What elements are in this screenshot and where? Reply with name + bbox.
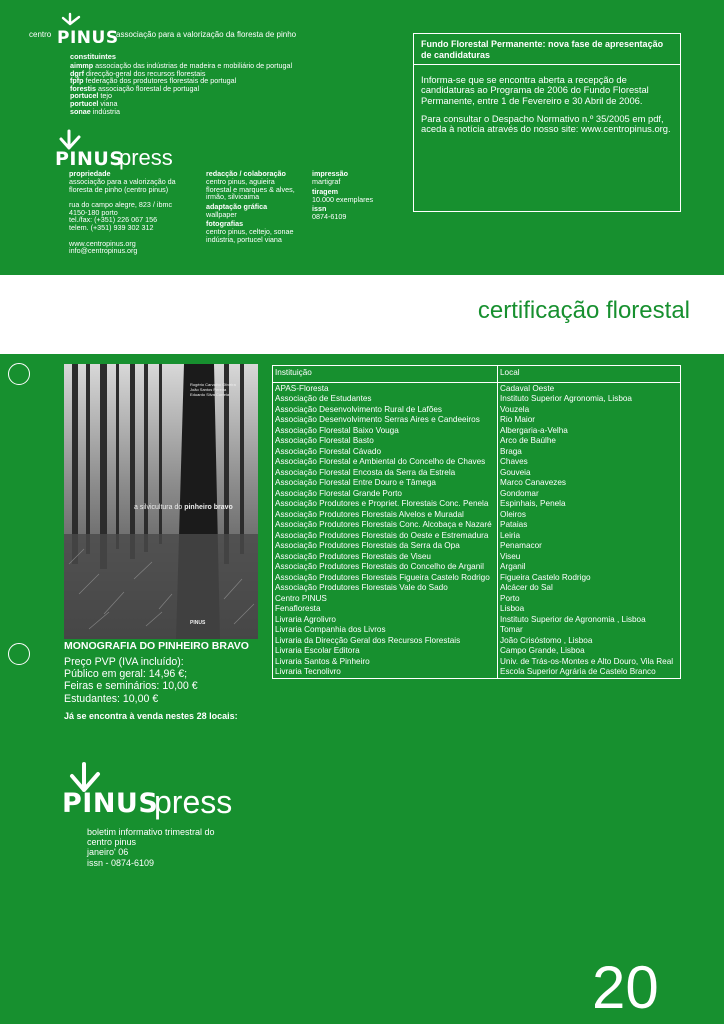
table-row bbox=[273, 394, 681, 405]
constituintes-title: constituintes bbox=[70, 52, 116, 61]
instituicao-cell: APAS-Floresta bbox=[273, 382, 498, 394]
constituinte-desc: federação dos produtores florestais de portugal bbox=[85, 76, 237, 86]
punch-hole-icon bbox=[8, 363, 30, 385]
issn-text: 0874-6109 bbox=[312, 212, 347, 222]
fundo-florestal-box bbox=[413, 33, 681, 212]
local-cell: Porto bbox=[500, 593, 520, 603]
table-row bbox=[273, 510, 681, 521]
page-number: 20 bbox=[592, 954, 659, 1021]
local-cell: Cadaval Oeste bbox=[500, 383, 555, 393]
constituinte-item bbox=[70, 108, 330, 116]
local-cell: Pataias bbox=[500, 520, 528, 529]
book-cover-title bbox=[134, 504, 233, 511]
instituicao-cell: Associação Florestal Grande Porto bbox=[273, 489, 498, 500]
venda-note: Já se encontra à venda nestes 28 locais: bbox=[64, 711, 238, 721]
address-line-4: telem. (+351) 939 302 312 bbox=[69, 222, 154, 232]
forest-photo bbox=[64, 364, 258, 639]
table-row bbox=[273, 657, 681, 668]
constituinte-desc: associação das indústrias de madeira e mobiliário de portugal bbox=[95, 61, 293, 70]
local-cell: Gondomar bbox=[500, 488, 539, 498]
monografia-title: MONOGRAFIA DO PINHEIRO BRAVO bbox=[64, 640, 249, 652]
colophon-impressao bbox=[312, 170, 402, 221]
local-cell: Tomar bbox=[500, 625, 523, 634]
price-line-2: Público em geral: 14,96 €; bbox=[64, 668, 188, 681]
constituinte-abbr: portucel bbox=[70, 91, 99, 101]
book-cover-title-b: pinheiro bravo bbox=[184, 504, 233, 511]
instituicao-cell: Associação Florestal Cávado bbox=[273, 447, 498, 458]
footer-line-2: centro pinus bbox=[87, 837, 137, 848]
table-row bbox=[273, 583, 681, 594]
local-cell: Rio Maior bbox=[500, 415, 536, 424]
instituicao-cell: Livraria da Direcção Geral dos Recursos Florestais bbox=[273, 636, 498, 647]
fundo-paragraph-2: Para consultar o Despacho Normativo n.º 35/2005 em pdf, aceda à notícia através do nosso site: www.centropinus.org. bbox=[421, 113, 671, 135]
table-row bbox=[273, 541, 681, 552]
constituinte-abbr: aimmp bbox=[70, 61, 94, 70]
local-cell: Penamacor bbox=[500, 541, 542, 550]
local-cell: Escola Superior Agrária de Castelo Branco bbox=[500, 667, 656, 676]
table-header-row bbox=[273, 366, 681, 383]
instituicao-cell: Associação Produtores Florestais da Serra da Opa bbox=[273, 541, 498, 552]
table-row bbox=[273, 415, 681, 426]
instituicao-cell: Associação Florestal Entre Douro e Tâmega bbox=[273, 478, 498, 489]
header-subtitle: associação para a valorização da floresta de pinho bbox=[116, 30, 297, 39]
local-cell: Alcácer do Sal bbox=[500, 583, 553, 592]
fotografias-heading: fotografias bbox=[206, 219, 244, 229]
constituinte-desc: indústria bbox=[92, 106, 120, 116]
table-row bbox=[273, 615, 681, 626]
local-cell: Braga bbox=[500, 446, 522, 456]
instituicao-cell: Associação Produtores e Propriet. Florestais Conc. Penela bbox=[273, 499, 498, 510]
constituintes-block bbox=[70, 52, 330, 115]
table-row bbox=[273, 636, 681, 647]
table-row bbox=[273, 562, 681, 573]
instituicao-cell: Associação Produtores Florestais do Oeste e Estremadura bbox=[273, 531, 498, 542]
instituicao-cell: Associação Produtores Florestais de Viseu bbox=[273, 552, 498, 563]
fundo-paragraph-1: Informa-se que se encontra aberta a recepção de candidaturas ao Programa de 2006 do Fundo Florestal Permanente, entre 1 de Fevereiro e 30 Abril de 2006. bbox=[421, 74, 649, 106]
constituinte-abbr: sonae bbox=[70, 106, 91, 116]
colophon-redaccao bbox=[206, 170, 300, 244]
instituicao-cell: Livraria Agrolivro bbox=[273, 615, 498, 626]
address-line-1: rua do campo alegre, 823 / ibmc bbox=[69, 200, 173, 210]
table-row bbox=[273, 552, 681, 563]
instituicao-cell: Associação Florestal Basto bbox=[273, 436, 498, 447]
instituicao-cell: Associação Florestal Encosta da Serra da Estrela bbox=[273, 468, 498, 479]
footer-line-4: issn - 0874-6109 bbox=[87, 857, 155, 868]
header-instituicao: Instituição bbox=[273, 366, 498, 383]
instituicao-cell: Livraria Companhia dos Livros bbox=[273, 625, 498, 636]
instituicao-cell: Associação Produtores Florestais do Concelho de Arganil bbox=[273, 562, 498, 573]
colophon-propriedade bbox=[69, 170, 187, 255]
redaccao-text: centro pinus, aguieira florestal e marques & alves, irmão, silvicaima bbox=[206, 177, 295, 202]
book-cover-title-a: a silvicultura do bbox=[134, 504, 183, 511]
local-cell: Lisboa bbox=[500, 604, 525, 613]
section-title: certificação florestal bbox=[477, 297, 690, 324]
instituicao-cell: Associação Produtores Florestais Figueira Castelo Rodrigo bbox=[273, 573, 498, 584]
constituinte-desc: tejo bbox=[100, 91, 112, 101]
instituicao-cell: Associação Florestal Baixo Vouga bbox=[273, 426, 498, 437]
instituicao-cell: Livraria Escolar Editora bbox=[273, 646, 498, 657]
table-row bbox=[273, 447, 681, 458]
local-cell: Campo Grande, Lisboa bbox=[500, 646, 585, 655]
fundo-divider bbox=[414, 64, 680, 65]
logo-pinus-word: PINUS bbox=[62, 788, 159, 819]
local-cell: Albergaria-a-Velha bbox=[500, 425, 568, 435]
local-cell: Espinhais, Penela bbox=[500, 499, 566, 508]
logo-press-word: press bbox=[119, 145, 173, 170]
instituicao-cell: Associação Desenvolvimento Serras Aires e Candeeiros bbox=[273, 415, 498, 426]
table-row bbox=[273, 468, 681, 479]
footer-info bbox=[87, 827, 215, 868]
header-centro: centro bbox=[29, 30, 52, 39]
local-cell: Oleiros bbox=[500, 509, 526, 519]
email-link[interactable]: info@centropinus.org bbox=[69, 246, 138, 256]
website-link[interactable]: www.centropinus.org bbox=[69, 238, 136, 248]
table-row bbox=[273, 594, 681, 605]
redaccao-heading: redacção / colaboração bbox=[206, 169, 286, 178]
constituinte-abbr: forestis bbox=[70, 83, 96, 93]
local-cell: Viseu bbox=[500, 551, 521, 561]
local-cell: Vouzela bbox=[500, 404, 530, 414]
logo-pinus-word: PINUS bbox=[55, 148, 124, 170]
footer-line-3: janeiro' 06 bbox=[87, 847, 129, 858]
table-row bbox=[273, 478, 681, 489]
constituinte-desc: viana bbox=[100, 98, 118, 108]
footer-line-1: boletim informativo trimestral do bbox=[87, 827, 215, 837]
pinus-press-logo bbox=[55, 128, 175, 172]
adaptacao-heading: adaptação gráfica bbox=[206, 201, 268, 211]
instituicao-cell: Centro PINUS bbox=[273, 594, 498, 605]
local-cell: Instituto Superior de Agronomia , Lisboa bbox=[500, 614, 646, 624]
pinus-press-logo-footer bbox=[62, 760, 242, 822]
local-cell: Figueira Castelo Rodrigo bbox=[500, 572, 591, 582]
local-cell: Univ. de Trás-os-Montes e Alto Douro, Vila Real bbox=[500, 656, 674, 666]
address-line-3: tel./fax: (+351) 226 067 156 bbox=[69, 215, 158, 225]
local-cell: Chaves bbox=[500, 457, 528, 466]
constituinte-desc: associação florestal de portugal bbox=[97, 83, 200, 93]
instituicao-cell: Fenafloresta bbox=[273, 604, 498, 615]
address-line-2: 4150-180 porto bbox=[69, 207, 118, 217]
instituicao-cell: Livraria Tecnolivro bbox=[273, 667, 498, 678]
header-local: Local bbox=[498, 366, 681, 383]
tiragem-heading: tiragem bbox=[312, 186, 338, 196]
constituinte-abbr: portucel bbox=[70, 98, 99, 108]
table-row bbox=[273, 531, 681, 542]
local-cell: Marco Canavezes bbox=[500, 478, 566, 487]
table-row bbox=[273, 489, 681, 500]
local-cell: Gouveia bbox=[500, 467, 531, 477]
table-row bbox=[273, 646, 681, 657]
monografia-prices bbox=[64, 656, 198, 705]
instituicao-cell: Associação Desenvolvimento Rural de Lafões bbox=[273, 405, 498, 416]
adaptacao-text: wallpaper bbox=[206, 209, 237, 219]
table-row bbox=[273, 457, 681, 468]
table-row bbox=[273, 604, 681, 615]
price-line-1: Preço PVP (IVA incluído): bbox=[64, 656, 184, 668]
instituicao-cell: Associação Produtores Florestais Conc. Alcobaça e Nazaré bbox=[273, 520, 498, 531]
logo-press-word: press bbox=[154, 784, 233, 820]
issn-heading: issn bbox=[312, 204, 327, 214]
local-cell: Leiria bbox=[500, 530, 521, 540]
propriedade-text: associação para a valorização da floresta de pinho (centro pinus) bbox=[69, 177, 176, 194]
propriedade-heading: propriedade bbox=[69, 169, 111, 178]
fundo-title: Fundo Florestal Permanente: nova fase de apresentação de candidaturas bbox=[421, 39, 664, 60]
table-row bbox=[273, 625, 681, 636]
local-cell: Arganil bbox=[500, 562, 526, 571]
table-row bbox=[273, 426, 681, 437]
local-cell: Arco de Baúlhe bbox=[500, 436, 556, 445]
table-row bbox=[273, 436, 681, 447]
brand-word: PINUS bbox=[57, 28, 119, 48]
table-row bbox=[273, 499, 681, 510]
table-row bbox=[273, 405, 681, 416]
constituinte-abbr: fpfp bbox=[70, 76, 84, 86]
instituicao-cell: Associação Florestal e Ambiental do Concelho de Chaves bbox=[273, 457, 498, 468]
fotografias-text: centro pinus, celtejo, sonae indústria, portucel viana bbox=[206, 227, 294, 244]
instituicao-cell: Associação de Estudantes bbox=[273, 394, 498, 405]
price-line-4: Estudantes: 10,00 € bbox=[64, 692, 159, 705]
instituicao-cell: Associação Produtores Florestais Alvelos e Muradal bbox=[273, 510, 498, 521]
table-row bbox=[273, 382, 681, 394]
table-row bbox=[273, 667, 681, 678]
centro-pinus-logo bbox=[57, 12, 119, 48]
instituicao-cell: Livraria Santos & Pinheiro bbox=[273, 657, 498, 668]
local-cell: João Crisóstomo , Lisboa bbox=[500, 635, 593, 645]
impressao-heading: impressão bbox=[312, 169, 348, 178]
price-line-3: Feiras e seminários: 10,00 € bbox=[64, 680, 198, 693]
constituinte-desc: direcção-geral dos recursos florestais bbox=[85, 68, 206, 78]
book-authors: Rogério Carvalho Oliveira João Santos Pereira Eduardo Silva Correia bbox=[190, 382, 236, 397]
book-cover-brand: PINUS bbox=[190, 620, 206, 626]
local-cell: Instituto Superior Agronomia, Lisboa bbox=[500, 394, 632, 403]
constituinte-abbr: dgrf bbox=[70, 68, 84, 78]
impressao-text: martigraf bbox=[312, 177, 341, 186]
book-cover-image bbox=[64, 364, 258, 639]
table-row bbox=[273, 573, 681, 584]
instituicao-cell: Associação Produtores Florestais Vale do Sado bbox=[273, 583, 498, 594]
sprout-icon bbox=[57, 128, 87, 150]
punch-hole-icon bbox=[8, 643, 30, 665]
locations-table bbox=[272, 365, 681, 679]
tiragem-text: 10.000 exemplares bbox=[312, 194, 374, 204]
table-row bbox=[273, 520, 681, 531]
